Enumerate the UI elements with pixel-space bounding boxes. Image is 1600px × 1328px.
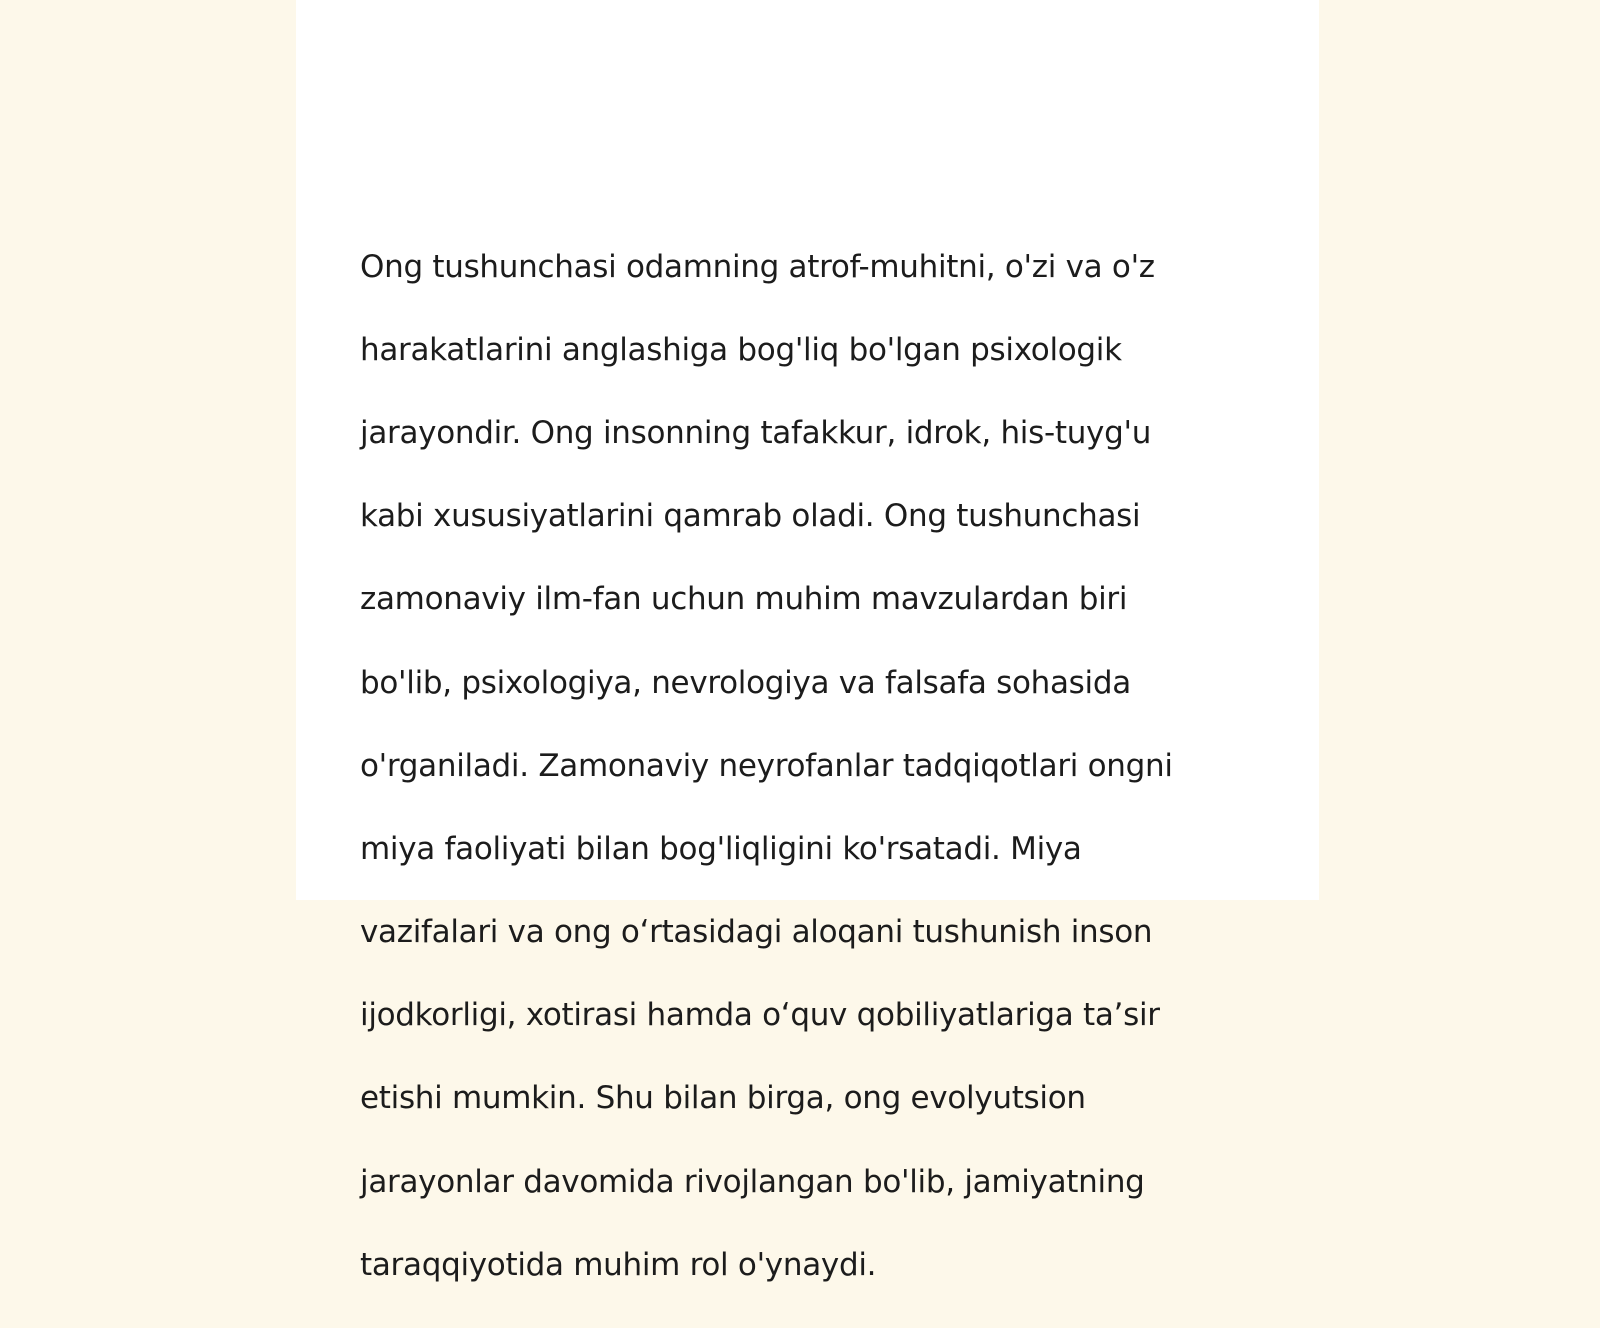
text-line: kabi xususiyatlarini qamrab oladi. Ong tushunchasi	[360, 498, 1141, 535]
text-line: jarayonlar davomida rivojlangan bo'lib, jamiyatning	[360, 1163, 1145, 1200]
text-line: bo'lib, psixologiya, nevrologiya va falsafa sohasida	[360, 664, 1131, 701]
slide-body-text	[360, 205, 1240, 1328]
text-line: miya faoliyati bilan bog'liqligini ko'rsatadi. Miya	[360, 830, 1082, 867]
text-line: o'rganiladi. Zamonaviy neyrofanlar tadqiqotlari ongni	[360, 747, 1173, 784]
text-line: vazifalari va ong o‘rtasidagi aloqani tushunish inson	[360, 914, 1153, 951]
text-line: harakatlarini anglashiga bog'liq bo'lgan psixologik	[360, 331, 1122, 368]
text-line: jarayondir. Ong insonning tafakkur, idrok, his-tuyg'u	[360, 414, 1152, 451]
slide	[296, 0, 1319, 1283]
text-line: zamonaviy ilm-fan uchun muhim mavzulardan biri	[360, 581, 1128, 618]
text-line: taraqqiyotida muhim rol o'ynaydi.	[360, 1246, 877, 1283]
text-line: Ong tushunchasi odamning atrof-muhitni, o'zi va o'z	[360, 248, 1155, 285]
text-line: ijodkorligi, xotirasi hamda o‘quv qobiliyatlariga ta’sir	[360, 997, 1160, 1034]
text-line: etishi mumkin. Shu bilan birga, ong evolyutsion	[360, 1080, 1086, 1117]
